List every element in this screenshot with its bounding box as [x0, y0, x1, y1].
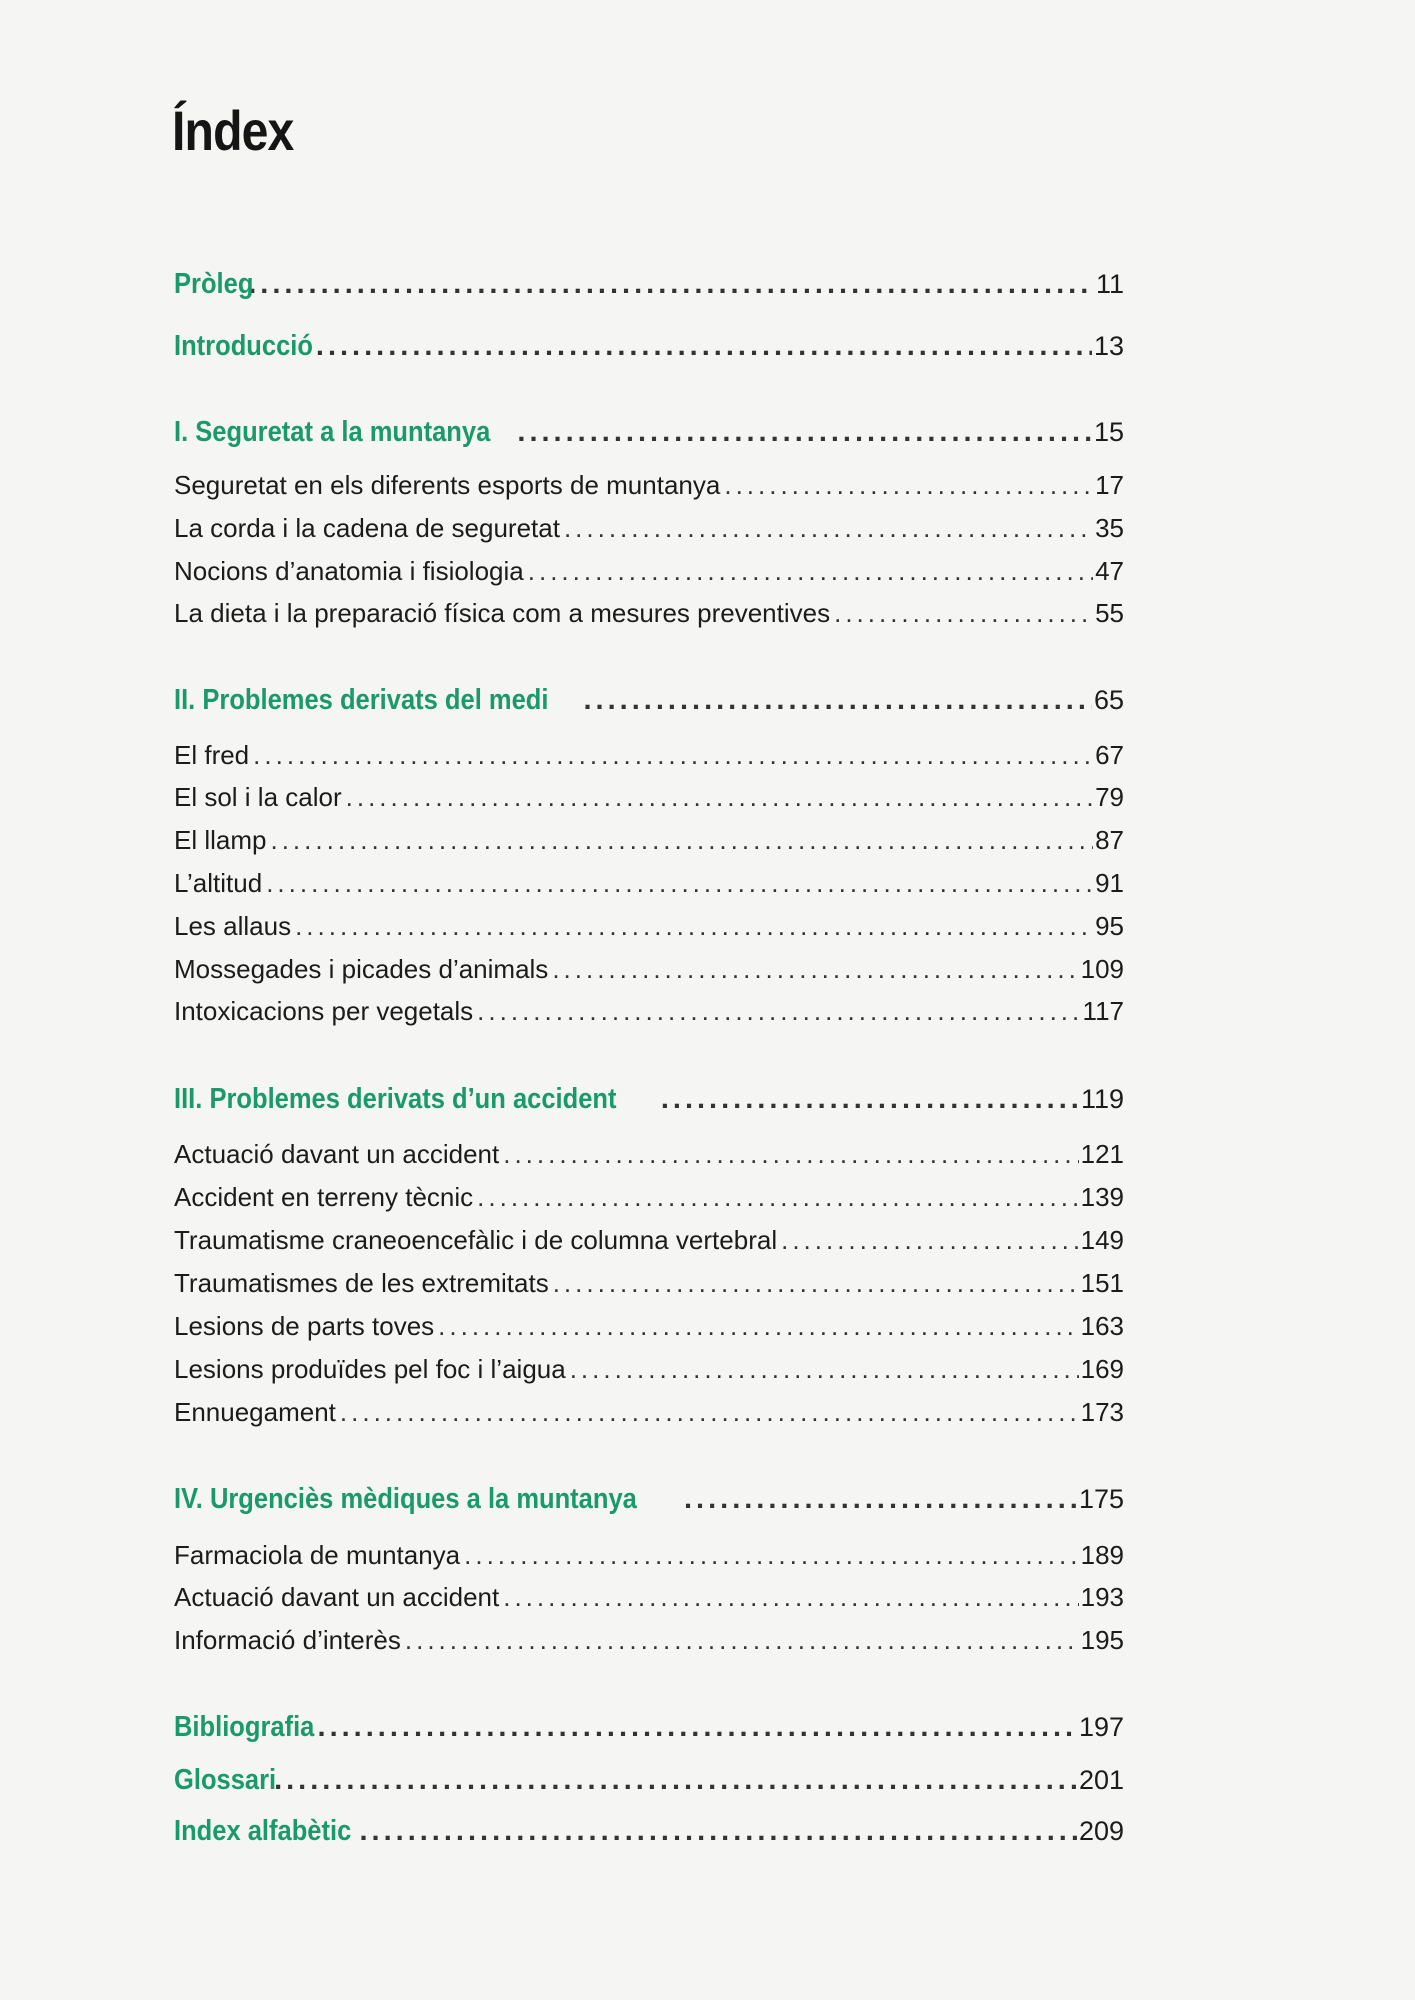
toc-page-number: 175	[1078, 1484, 1124, 1514]
toc-heading	[174, 1711, 1124, 1744]
dot-leader	[564, 513, 1093, 544]
toc-page-number: 169	[1080, 1354, 1124, 1384]
toc-entry	[174, 825, 1124, 856]
toc-page-number: 65	[1093, 685, 1124, 715]
page-title: Índex	[172, 99, 294, 162]
toc-page-number: 197	[1078, 1712, 1124, 1742]
dot-leader	[724, 470, 1093, 501]
toc-heading	[174, 1815, 1124, 1848]
toc-page-number: 193	[1080, 1582, 1124, 1612]
toc-entry-title: Bibliografia	[174, 1711, 315, 1743]
toc-entry-title: IV. Urgenciès mèdiques a la muntanya	[174, 1483, 637, 1515]
dot-leader	[359, 1815, 1076, 1848]
dot-leader	[528, 556, 1093, 587]
toc-entry	[174, 1268, 1124, 1299]
toc-entry-title: II. Problemes derivats del medi	[174, 684, 549, 716]
toc-page-number: 55	[1095, 598, 1124, 628]
toc-entry-title: Glossari	[174, 1764, 277, 1796]
toc-entry	[174, 1397, 1124, 1428]
dot-leader	[318, 1711, 1077, 1744]
toc-page-number: 47	[1095, 556, 1124, 586]
dot-leader	[346, 782, 1093, 813]
dot-leader	[266, 868, 1093, 899]
dot-leader	[552, 954, 1078, 985]
toc-entry-title: Lesions de parts toves	[174, 1311, 435, 1341]
toc-entry-title: Lesions produïdes pel foc i l’aigua	[174, 1354, 566, 1384]
toc-entry-title: I. Seguretat a la muntanya	[174, 416, 491, 448]
toc-entry-title: El sol i la calor	[174, 782, 342, 812]
toc-page-number: 79	[1095, 782, 1124, 812]
toc-entry	[174, 954, 1124, 985]
toc-page-number: 13	[1093, 331, 1124, 361]
dot-leader	[661, 1083, 1079, 1116]
toc-page-number: 87	[1095, 825, 1124, 855]
toc-page-number: 17	[1095, 470, 1124, 500]
toc-entry	[174, 1540, 1124, 1571]
dot-leader	[438, 1311, 1078, 1342]
toc-entry	[174, 911, 1124, 942]
toc-page-number: 121	[1080, 1139, 1124, 1169]
toc-entry	[174, 1354, 1124, 1385]
dot-leader	[477, 996, 1080, 1027]
toc-heading	[174, 416, 1124, 449]
dot-leader	[270, 825, 1093, 856]
toc-entry-title: Informació d’interès	[174, 1625, 401, 1655]
toc-page-number: 117	[1082, 996, 1124, 1026]
toc-entry-title: Traumatisme craneoencefàlic i de columna vertebral	[174, 1225, 778, 1255]
toc-entry-title: Ennuegament	[174, 1397, 336, 1427]
toc-page-number: 35	[1095, 513, 1124, 543]
toc-page-number: 95	[1095, 911, 1124, 941]
toc-entry	[174, 1582, 1124, 1613]
toc-heading	[174, 330, 1124, 363]
toc-entry-title: Accident en terreny tècnic	[174, 1182, 474, 1212]
toc-page-number: 173	[1080, 1397, 1124, 1427]
dot-leader	[253, 740, 1093, 771]
dot-leader	[316, 330, 1092, 363]
toc-entry-title: Les allaus	[174, 911, 292, 941]
dot-leader	[464, 1540, 1078, 1571]
toc-page-number: 91	[1095, 868, 1124, 898]
toc-page-number: 67	[1095, 740, 1124, 770]
toc-entry-title: El llamp	[174, 825, 267, 855]
toc-entry-title: Seguretat en els diferents esports de muntanya	[174, 470, 721, 500]
toc-entry-title: III. Problemes derivats d’un accident	[174, 1083, 617, 1115]
dot-leader	[295, 911, 1093, 942]
toc-entry-title: Mossegades i picades d’animals	[174, 954, 549, 984]
toc-heading	[174, 268, 1124, 301]
toc-entry	[174, 868, 1124, 899]
toc-entry	[174, 470, 1124, 501]
toc-entry	[174, 598, 1124, 629]
toc-entry-title: Index alfabètic	[174, 1815, 352, 1847]
toc-entry-title: Introducció	[174, 330, 313, 362]
toc-page-number: 139	[1080, 1182, 1124, 1212]
toc-entry	[174, 556, 1124, 587]
toc-heading	[174, 1764, 1124, 1797]
toc-entry-title: Farmaciola de muntanya	[174, 1540, 461, 1570]
dot-leader	[553, 1268, 1079, 1299]
dot-leader	[584, 684, 1092, 717]
toc-entry	[174, 1625, 1124, 1656]
toc-entry-title: Actuació davant un accident	[174, 1139, 500, 1169]
toc-page-number: 201	[1078, 1765, 1124, 1795]
toc-entry-title: El fred	[174, 740, 250, 770]
toc-entry	[174, 1311, 1124, 1342]
toc-entry-title: La corda i la cadena de seguretat	[174, 513, 560, 543]
toc-page-number: 109	[1080, 954, 1124, 984]
toc-page-number: 151	[1080, 1268, 1124, 1298]
toc-entry-title: Nocions d’anatomia i fisiologia	[174, 556, 524, 586]
toc-page-number: 209	[1078, 1816, 1124, 1846]
toc-page-number: 195	[1080, 1625, 1124, 1655]
toc-page-number: 149	[1080, 1225, 1124, 1255]
dot-leader	[477, 1182, 1078, 1213]
toc-page-number: 163	[1080, 1311, 1124, 1341]
toc-heading	[174, 684, 1124, 717]
toc-page-number: 119	[1080, 1084, 1124, 1114]
toc-heading	[174, 1483, 1124, 1516]
dot-leader	[248, 268, 1094, 301]
toc-entry	[174, 996, 1124, 1027]
dot-leader	[274, 1764, 1077, 1797]
toc-entry-title: Traumatismes de les extremitats	[174, 1268, 549, 1298]
toc-entry	[174, 513, 1124, 544]
toc-entry-title: Pròleg	[174, 268, 254, 300]
toc-entry	[174, 1182, 1124, 1213]
toc-entry	[174, 782, 1124, 813]
toc-entry-title: Intoxicacions per vegetals	[174, 996, 474, 1026]
dot-leader	[834, 598, 1093, 629]
dot-leader	[781, 1225, 1079, 1256]
toc-entry	[174, 1225, 1124, 1256]
dot-leader	[405, 1625, 1079, 1656]
dot-leader	[340, 1397, 1079, 1428]
dot-leader	[570, 1354, 1079, 1385]
toc-entry	[174, 740, 1124, 771]
dot-leader	[517, 416, 1092, 449]
toc-entry	[174, 1139, 1124, 1170]
dot-leader	[503, 1582, 1078, 1613]
dot-leader	[503, 1139, 1078, 1170]
toc-heading	[174, 1083, 1124, 1116]
toc-entry-title: La dieta i la preparació física com a mesures preventives	[174, 598, 831, 628]
toc-page-number: 189	[1080, 1540, 1124, 1570]
dot-leader	[684, 1483, 1077, 1516]
toc-page-number: 11	[1095, 269, 1124, 299]
toc-entry-title: Actuació davant un accident	[174, 1582, 500, 1612]
toc-page-number: 15	[1093, 417, 1124, 447]
toc-entry-title: L’altitud	[174, 868, 263, 898]
